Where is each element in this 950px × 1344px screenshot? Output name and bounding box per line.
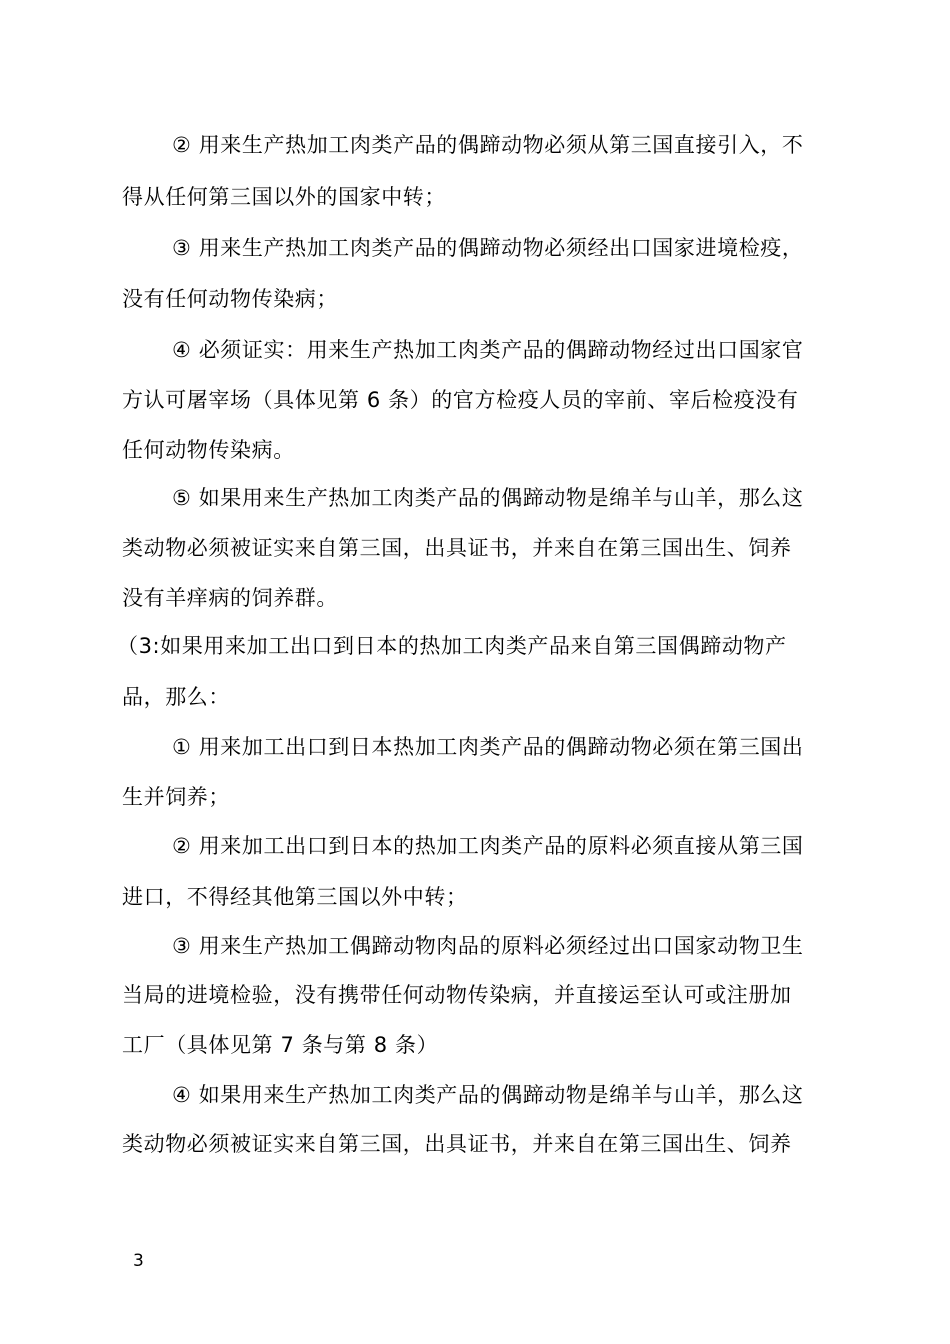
text-line: 类动物必须被证实来自第三国，出具证书，并来自在第三国出生、饲养: [122, 1132, 792, 1156]
text-line: 没有羊痒病的饲养群。: [122, 586, 338, 610]
text-line: 生并饲养；: [122, 785, 230, 809]
text-line: 方认可屠宰场（具体见第 6 条）的官方检疫人员的宰前、宰后检疫没有: [122, 388, 799, 412]
text-line: ③ 用来生产热加工肉类产品的偶蹄动物必须经出口国家进境检疫，: [172, 236, 804, 260]
page-number: 3: [133, 1251, 144, 1271]
text-line: ④ 必须证实：用来生产热加工肉类产品的偶蹄动物经过出口国家官: [172, 338, 804, 362]
text-line: 类动物必须被证实来自第三国，出具证书，并来自在第三国出生、饲养: [122, 536, 792, 560]
text-line: 没有任何动物传染病；: [122, 287, 338, 311]
text-line: 进口，不得经其他第三国以外中转；: [122, 885, 468, 909]
text-line: ① 用来加工出口到日本热加工肉类产品的偶蹄动物必须在第三国出: [172, 735, 804, 759]
text-line: 品，那么：: [122, 685, 230, 709]
text-line: （3:如果用来加工出口到日本的热加工肉类产品来自第三国偶蹄动物产: [117, 634, 787, 658]
text-line: 得从任何第三国以外的国家中转；: [122, 185, 446, 209]
text-line: 当局的进境检验，没有携带任何动物传染病，并直接运至认可或注册加: [122, 983, 792, 1007]
text-line: 任何动物传染病。: [122, 438, 295, 462]
text-line: ③ 用来生产热加工偶蹄动物肉品的原料必须经过出口国家动物卫生: [172, 934, 804, 958]
text-line: 工厂（具体见第 7 条与第 8 条）: [122, 1033, 439, 1057]
text-line: ② 用来生产热加工肉类产品的偶蹄动物必须从第三国直接引入，不: [172, 133, 804, 157]
text-line: ④ 如果用来生产热加工肉类产品的偶蹄动物是绵羊与山羊，那么这: [172, 1083, 804, 1107]
text-line: ② 用来加工出口到日本的热加工肉类产品的原料必须直接从第三国: [172, 834, 804, 858]
text-line: ⑤ 如果用来生产热加工肉类产品的偶蹄动物是绵羊与山羊，那么这: [172, 486, 804, 510]
